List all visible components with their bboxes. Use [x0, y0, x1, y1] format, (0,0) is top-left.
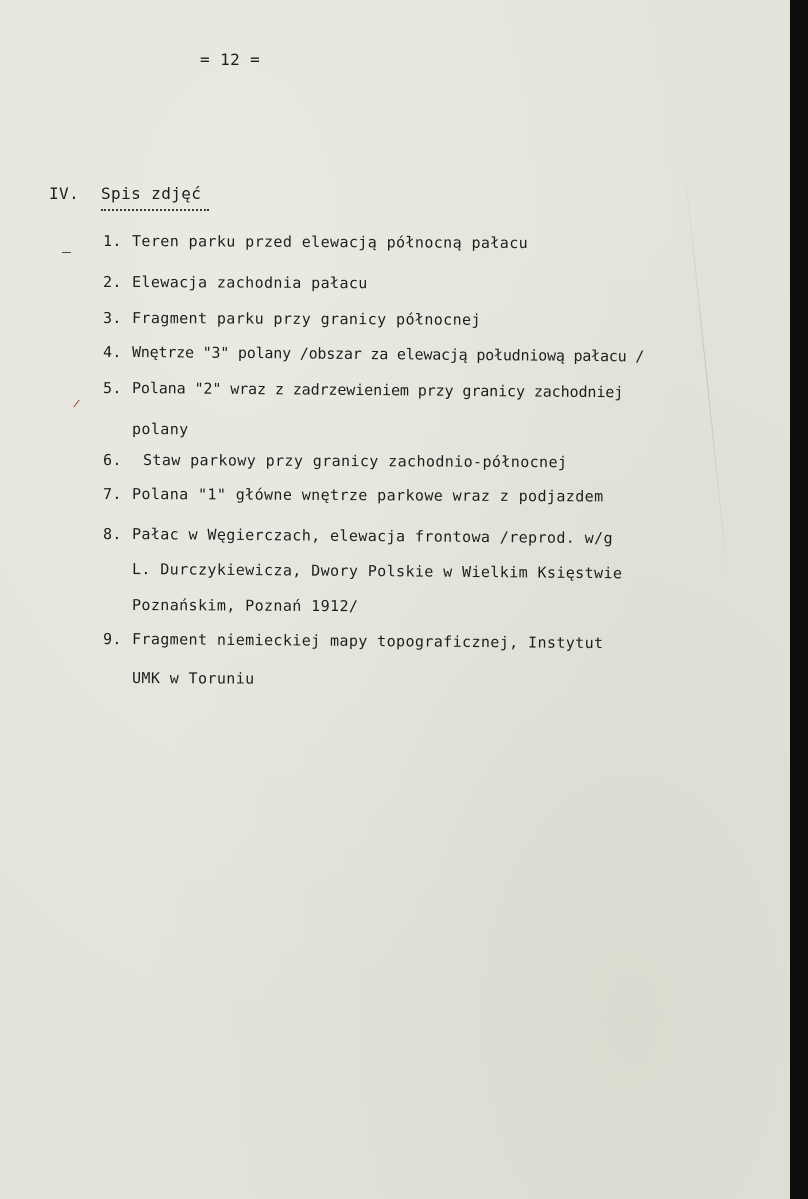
list-item-text: Fragment parku przy granicy północnej: [131, 309, 481, 329]
paper-crease: [682, 151, 730, 599]
list-item-number: 1.: [102, 232, 122, 251]
list-item-text-continuation: Poznańskim, Poznań 1912/: [131, 596, 359, 616]
list-item-number: 6.: [102, 451, 122, 470]
list-item-number: 3.: [102, 309, 122, 328]
list-item-number: 5.: [102, 379, 122, 398]
list-item-text: Wnętrze "3" polany /obszar za elewacją południową pałacu /: [131, 343, 645, 366]
list-item-text-continuation: L. Durczykiewicza, Dwory Polskie w Wielkim Księstwie: [131, 560, 623, 583]
list-item-text: Elewacja zachodnia pałacu: [131, 273, 368, 293]
title-underline: [101, 209, 209, 211]
list-item-number: 8.: [102, 525, 122, 544]
list-item-number: 4.: [102, 343, 122, 362]
list-item-number: 7.: [102, 485, 122, 504]
list-item-text: Pałac w Węgierczach, elewacja frontowa /reprod. w/g: [131, 525, 614, 548]
section-title: Spis zdjęć: [101, 184, 202, 203]
red-pencil-mark: [73, 400, 79, 408]
section-numeral: IV.: [49, 184, 80, 203]
list-item-text-continuation: UMK w Toruniu: [131, 669, 255, 688]
list-item-number: 2.: [102, 273, 122, 292]
list-item-text: Staw parkowy przy granicy zachodnio-północnej: [142, 451, 568, 472]
list-item-text: Polana "2" wraz z zadrzewieniem przy granicy zachodniej: [131, 379, 624, 402]
page-number: = 12 =: [200, 50, 261, 69]
list-item-number: 9.: [102, 630, 122, 649]
list-item-text-continuation: polany: [131, 420, 189, 439]
margin-mark: [62, 252, 71, 253]
list-item-text: Polana "1" główne wnętrze parkowe wraz z podjazdem: [131, 485, 604, 506]
list-item-text: Fragment niemieckiej mapy topograficznej, Instytut: [131, 630, 604, 653]
list-item-text: Teren parku przed elewacją północną pałacu: [131, 232, 529, 253]
